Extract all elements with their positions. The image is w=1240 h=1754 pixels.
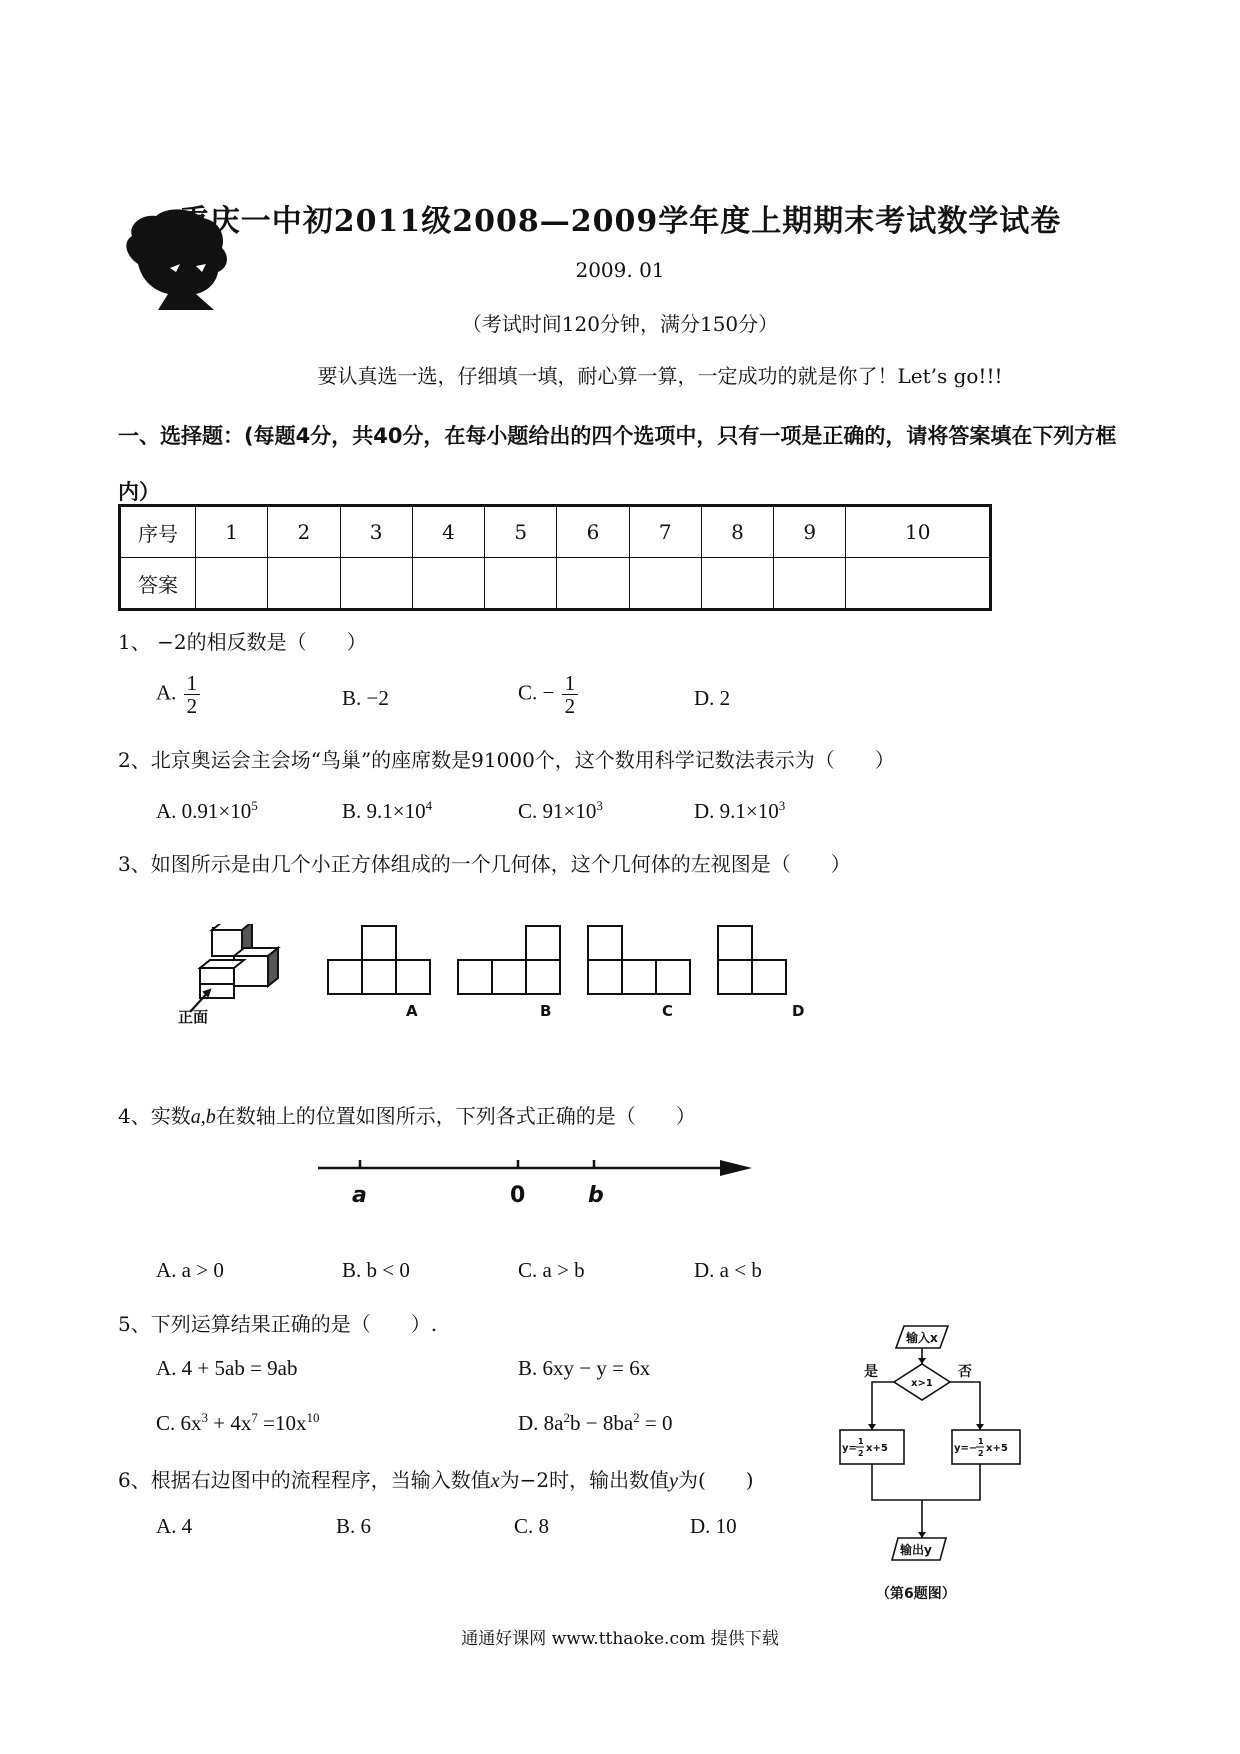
answer-cell[interactable] bbox=[629, 558, 701, 610]
q4-stem-vars: a,b bbox=[190, 1106, 216, 1128]
answer-cell[interactable] bbox=[774, 558, 846, 610]
motto: 要认真选一选，仔细填一填，耐心算一算，一定成功的就是你了！Let’s go!!! bbox=[317, 364, 1003, 388]
q3-option-d-figure bbox=[718, 926, 786, 994]
table-cell-number: 5 bbox=[485, 506, 557, 558]
flow-right-post: x+5 bbox=[986, 1443, 1008, 1454]
cube-solid bbox=[190, 924, 278, 1012]
q5-option-c bbox=[156, 1410, 319, 1436]
fraction bbox=[562, 672, 579, 717]
q2-option-d bbox=[694, 798, 785, 824]
q3-option-b-figure bbox=[458, 926, 560, 994]
axis-label-a: a bbox=[352, 1183, 367, 1208]
q6-option-b: B. 6 bbox=[336, 1514, 372, 1538]
question-6-stem bbox=[118, 1464, 754, 1493]
fraction bbox=[184, 672, 201, 717]
exam-date: 2009. 01 bbox=[575, 258, 665, 282]
exam-info: （考试时间120分钟，满分150分） bbox=[461, 312, 779, 336]
q1-option-a-label: A. bbox=[156, 680, 177, 705]
arrow-icon bbox=[868, 1424, 876, 1430]
q4-stem-post: 在数轴上的位置如图所示，下列各式正确的是（ ） bbox=[215, 1104, 696, 1128]
q3-figures bbox=[170, 924, 850, 1026]
q1-option-a bbox=[156, 672, 202, 717]
fraction-denominator: 2 bbox=[564, 694, 576, 719]
fraction-numerator: 1 bbox=[184, 672, 201, 695]
answer-cell[interactable] bbox=[268, 558, 340, 610]
answer-cell[interactable] bbox=[196, 558, 268, 610]
flow-left-pre: y= bbox=[842, 1443, 857, 1454]
answer-cell[interactable] bbox=[485, 558, 557, 610]
q6-option-d: D. 10 bbox=[690, 1514, 737, 1538]
q5-d-part: b − 8ba bbox=[570, 1411, 634, 1435]
exponent: 3 bbox=[596, 798, 603, 813]
q4-option-a: A. a > 0 bbox=[156, 1258, 224, 1282]
arrow-icon bbox=[720, 1160, 752, 1176]
q3-front-label: 正面 bbox=[178, 1008, 209, 1026]
q3-option-a-figure bbox=[328, 926, 430, 994]
q5-c-part: =10x bbox=[257, 1411, 307, 1435]
flow-caption: （第6题图） bbox=[876, 1586, 956, 1602]
table-cell-number: 2 bbox=[268, 506, 340, 558]
answer-cell[interactable] bbox=[340, 558, 412, 610]
fraction-denominator: 2 bbox=[186, 694, 198, 719]
flowchart bbox=[836, 1318, 1026, 1608]
question-3-stem: 3、如图所示是由几个小正方体组成的一个几何体，这个几何体的左视图是（ ） bbox=[118, 852, 851, 876]
exponent: 7 bbox=[251, 1410, 258, 1425]
q6-stem-y: y bbox=[669, 1470, 678, 1492]
footer: 通通好课网 www.tthaoke.com 提供下载 bbox=[461, 1629, 779, 1649]
q6-option-c: C. 8 bbox=[514, 1514, 550, 1538]
arrow-icon bbox=[918, 1532, 926, 1538]
number-line bbox=[316, 1150, 756, 1210]
fraction-numerator: 1 bbox=[562, 672, 579, 695]
flow-left-den: 2 bbox=[858, 1449, 864, 1458]
table-cell-number: 10 bbox=[846, 506, 991, 558]
q5-d-part: D. 8a bbox=[518, 1411, 564, 1435]
flow-no-label: 否 bbox=[958, 1364, 972, 1380]
exam-title: 重庆一中初2011级2008—2009学年度上期期末考试数学试卷 bbox=[178, 204, 1062, 239]
question-1-stem: 1、 −2的相反数是（ ） bbox=[118, 630, 367, 654]
flow-condition-label: x>1 bbox=[911, 1378, 933, 1389]
table-cell-number: 9 bbox=[774, 506, 846, 558]
q6-stem-x: x bbox=[490, 1470, 500, 1492]
flow-right-num: 1 bbox=[978, 1437, 984, 1446]
q4-option-c: C. a > b bbox=[518, 1258, 585, 1282]
question-5-stem: 5、下列运算结果正确的是（ ）. bbox=[118, 1312, 438, 1336]
q6-stem-mid: 为−2时，输出数值 bbox=[499, 1468, 670, 1492]
answer-cell[interactable] bbox=[412, 558, 484, 610]
answer-cell[interactable] bbox=[846, 558, 991, 610]
section-heading: 一、选择题：(每题4分，共40分，在每小题给出的四个选项中，只有一项是正确的，请将答案填在下列方框内） bbox=[118, 424, 1117, 504]
table-row-numbers bbox=[120, 506, 991, 558]
flow-yes-label: 是 bbox=[864, 1364, 878, 1380]
question-2-stem: 2、北京奥运会主会场“鸟巢”的座席数是91000个，这个数用科学记数法表示为（ ） bbox=[118, 748, 895, 772]
q6-stem-post: 为( ) bbox=[678, 1468, 754, 1492]
exponent: 2 bbox=[563, 1410, 570, 1425]
flow-output-label: 输出y bbox=[900, 1543, 932, 1557]
exponent: 2 bbox=[633, 1410, 640, 1425]
q5-c-part: C. 6x bbox=[156, 1411, 202, 1435]
question-4-stem bbox=[118, 1100, 696, 1129]
axis-label-b: b bbox=[588, 1183, 604, 1208]
flow-right-pre: y=− bbox=[954, 1443, 978, 1454]
q4-stem-pre: 4、实数 bbox=[118, 1104, 191, 1128]
flow-connector bbox=[872, 1464, 980, 1500]
q2-option-b bbox=[342, 798, 432, 824]
answer-cell[interactable] bbox=[557, 558, 629, 610]
q2-option-d-text: D. 9.1×10 bbox=[694, 799, 779, 823]
row-label-answer: 答案 bbox=[120, 558, 196, 610]
q6-option-a: A. 4 bbox=[156, 1514, 193, 1538]
exponent: 3 bbox=[778, 798, 786, 813]
table-cell-number: 7 bbox=[629, 506, 701, 558]
q5-option-a: A. 4 + 5ab = 9ab bbox=[156, 1356, 298, 1380]
q4-option-d: D. a < b bbox=[694, 1258, 762, 1282]
row-label-number: 序号 bbox=[120, 506, 196, 558]
q2-option-a bbox=[156, 798, 258, 824]
flow-left-num: 1 bbox=[858, 1437, 864, 1446]
exponent: 3 bbox=[201, 1410, 209, 1425]
arrow-icon bbox=[976, 1424, 984, 1430]
exponent: 4 bbox=[425, 798, 433, 813]
table-cell-number: 4 bbox=[412, 506, 484, 558]
flow-connector bbox=[872, 1382, 894, 1430]
flow-input-label: 输入x bbox=[906, 1331, 938, 1345]
q3-label-a: A bbox=[406, 1002, 418, 1020]
q1-option-c bbox=[518, 672, 580, 717]
q3-label-b: B bbox=[540, 1002, 552, 1020]
table-cell-number: 6 bbox=[557, 506, 629, 558]
flow-right-den: 2 bbox=[978, 1449, 984, 1458]
q1-option-d: D. 2 bbox=[694, 686, 731, 710]
q3-option-c-figure bbox=[588, 926, 690, 994]
answer-cell[interactable] bbox=[701, 558, 773, 610]
q5-d-part: = 0 bbox=[639, 1411, 673, 1435]
q2-option-c bbox=[518, 798, 603, 824]
q2-option-b-text: B. 9.1×10 bbox=[342, 799, 426, 823]
flow-connector bbox=[950, 1382, 980, 1430]
q5-option-b: B. 6xy − y = 6x bbox=[518, 1356, 651, 1380]
arrow-icon bbox=[918, 1358, 926, 1364]
q5-c-part: + 4x bbox=[208, 1411, 252, 1435]
q1-option-b: B. −2 bbox=[342, 686, 389, 710]
answer-table bbox=[118, 504, 992, 611]
q2-option-a-text: A. 0.91×10 bbox=[156, 799, 252, 823]
table-cell-number: 3 bbox=[340, 506, 412, 558]
table-cell-number: 1 bbox=[196, 506, 268, 558]
q2-option-c-text: C. 91×10 bbox=[518, 799, 597, 823]
axis-label-0: 0 bbox=[510, 1183, 526, 1208]
q1-option-c-label: C. − bbox=[518, 680, 555, 705]
table-row-answers bbox=[120, 558, 991, 610]
flow-left-post: x+5 bbox=[866, 1443, 888, 1454]
exponent: 5 bbox=[251, 798, 258, 813]
q3-label-c: C bbox=[662, 1002, 674, 1020]
q4-option-b: B. b < 0 bbox=[342, 1258, 410, 1282]
q6-stem-pre: 6、根据右边图中的流程程序，当输入数值 bbox=[118, 1468, 491, 1492]
exponent: 10 bbox=[306, 1410, 320, 1425]
table-cell-number: 8 bbox=[701, 506, 773, 558]
q5-option-d bbox=[518, 1410, 673, 1436]
q3-label-d: D bbox=[792, 1002, 805, 1020]
